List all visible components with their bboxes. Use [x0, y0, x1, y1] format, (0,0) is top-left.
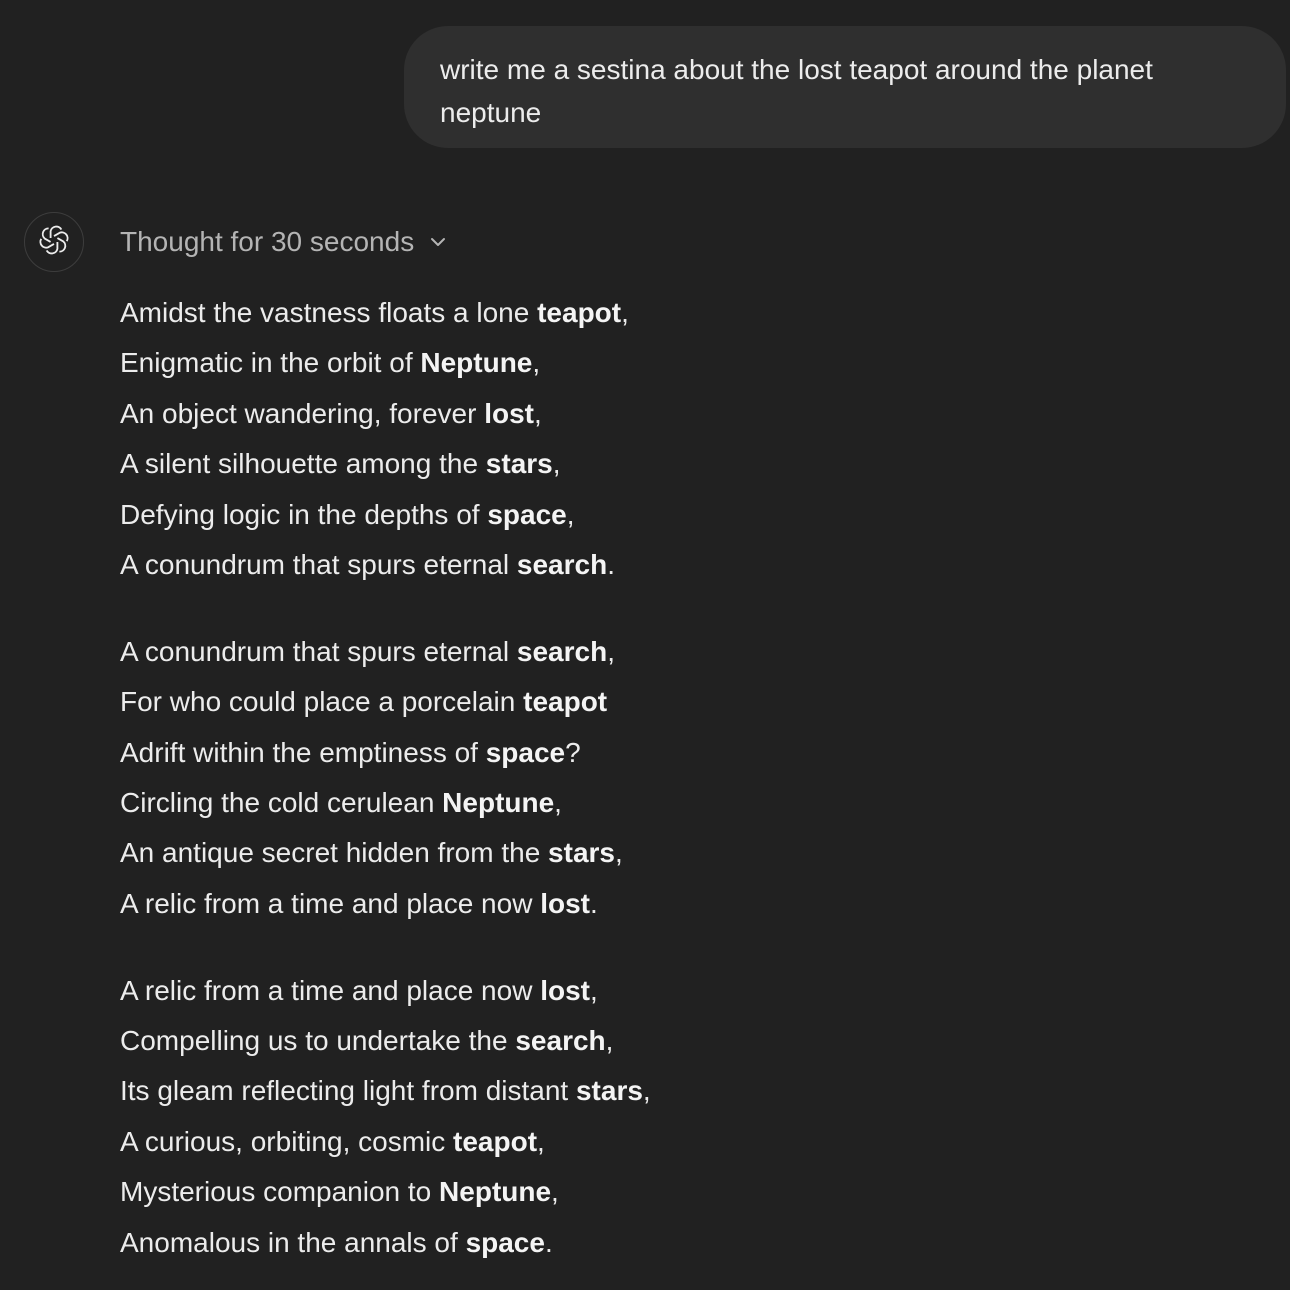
- line-punctuation: ,: [605, 1025, 614, 1057]
- end-word: teapot: [523, 686, 608, 718]
- line-text: Adrift within the emptiness of: [120, 736, 486, 768]
- line-punctuation: .: [589, 887, 598, 919]
- line-punctuation: ,: [614, 837, 623, 869]
- end-word: teapot: [453, 1125, 538, 1157]
- end-word: Neptune: [420, 347, 533, 379]
- poem-line: [120, 288, 1240, 338]
- line-punctuation: ,: [551, 1176, 559, 1208]
- poem-stanza: [120, 288, 1240, 590]
- poem-line: [120, 540, 1240, 590]
- end-word: search: [516, 548, 608, 580]
- poem-line: [120, 1117, 1240, 1167]
- poem-line: [120, 439, 1240, 489]
- thought-toggle[interactable]: [120, 222, 448, 262]
- end-word: space: [485, 736, 566, 768]
- poem-line: [120, 879, 1240, 929]
- line-punctuation: ,: [589, 974, 598, 1006]
- poem-line: [120, 1066, 1240, 1116]
- line-punctuation: ,: [621, 297, 629, 328]
- line-punctuation: ,: [566, 498, 575, 530]
- assistant-avatar: [24, 212, 84, 272]
- poem-line: [120, 778, 1240, 828]
- assistant-response: [120, 288, 1240, 1290]
- end-word: stars: [548, 837, 615, 869]
- line-punctuation: .: [607, 548, 615, 580]
- line-punctuation: ,: [534, 397, 542, 429]
- end-word: Neptune: [439, 1176, 552, 1208]
- user-message-bubble: [404, 26, 1286, 148]
- line-text: Anomalous in the annals of: [120, 1226, 466, 1258]
- poem-line: [120, 677, 1240, 727]
- line-text: A conundrum that spurs eternal: [120, 548, 517, 580]
- line-punctuation: .: [544, 1226, 553, 1258]
- end-word: lost: [484, 397, 534, 429]
- poem-stanza: [120, 966, 1240, 1268]
- line-punctuation: ,: [607, 635, 615, 667]
- line-punctuation: ?: [565, 736, 581, 768]
- line-text: An object wandering, forever: [120, 397, 485, 429]
- line-text: Amidst the vastness floats a lone: [120, 297, 538, 328]
- end-word: search: [515, 1025, 606, 1057]
- poem-line: [120, 1218, 1240, 1268]
- line-text: Defying logic in the depths of: [120, 498, 488, 530]
- line-text: A curious, orbiting, cosmic: [120, 1125, 454, 1157]
- line-text: Compelling us to undertake the: [120, 1025, 516, 1057]
- end-word: lost: [540, 974, 590, 1006]
- end-word: space: [487, 498, 567, 530]
- line-punctuation: ,: [532, 347, 541, 379]
- poem-stanza: [120, 627, 1240, 929]
- poem-line: [120, 728, 1240, 778]
- end-word: lost: [540, 887, 590, 919]
- end-word: space: [465, 1226, 545, 1258]
- line-text: Circling the cold cerulean: [120, 787, 443, 819]
- end-word: search: [516, 635, 608, 667]
- line-text: A conundrum that spurs eternal: [120, 635, 517, 667]
- end-word: teapot: [537, 297, 622, 328]
- end-word: stars: [575, 1075, 643, 1107]
- line-text: Enigmatic in the orbit of: [120, 347, 421, 379]
- chevron-down-icon: [428, 232, 448, 252]
- poem-line: [120, 490, 1240, 540]
- user-message-text: write me a sestina about the lost teapot around the planet neptune: [440, 54, 1153, 128]
- line-text: A silent silhouette among the: [120, 448, 486, 480]
- line-text: A relic from a time and place now: [120, 887, 541, 919]
- poem-line: [120, 389, 1240, 439]
- poem-line: [120, 627, 1240, 677]
- line-text: Its gleam reflecting light from distant: [120, 1075, 576, 1107]
- poem-line: [120, 966, 1240, 1016]
- line-punctuation: ,: [537, 1125, 545, 1157]
- line-text: An antique secret hidden from the: [120, 837, 549, 869]
- line-punctuation: ,: [552, 448, 561, 480]
- poem-line: [120, 1016, 1240, 1066]
- end-word: Neptune: [442, 787, 555, 819]
- end-word: stars: [485, 448, 553, 480]
- line-text: A relic from a time and place now: [120, 974, 541, 1006]
- line-text: Mysterious companion to: [120, 1176, 440, 1208]
- poem-line: [120, 338, 1240, 388]
- line-text: For who could place a porcelain: [120, 686, 524, 718]
- openai-logo-icon: [37, 223, 71, 262]
- line-punctuation: ,: [642, 1075, 651, 1107]
- line-punctuation: ,: [554, 787, 562, 819]
- poem-line: [120, 828, 1240, 878]
- thought-label: Thought for 30 seconds: [120, 226, 415, 257]
- poem-line: [120, 1167, 1240, 1217]
